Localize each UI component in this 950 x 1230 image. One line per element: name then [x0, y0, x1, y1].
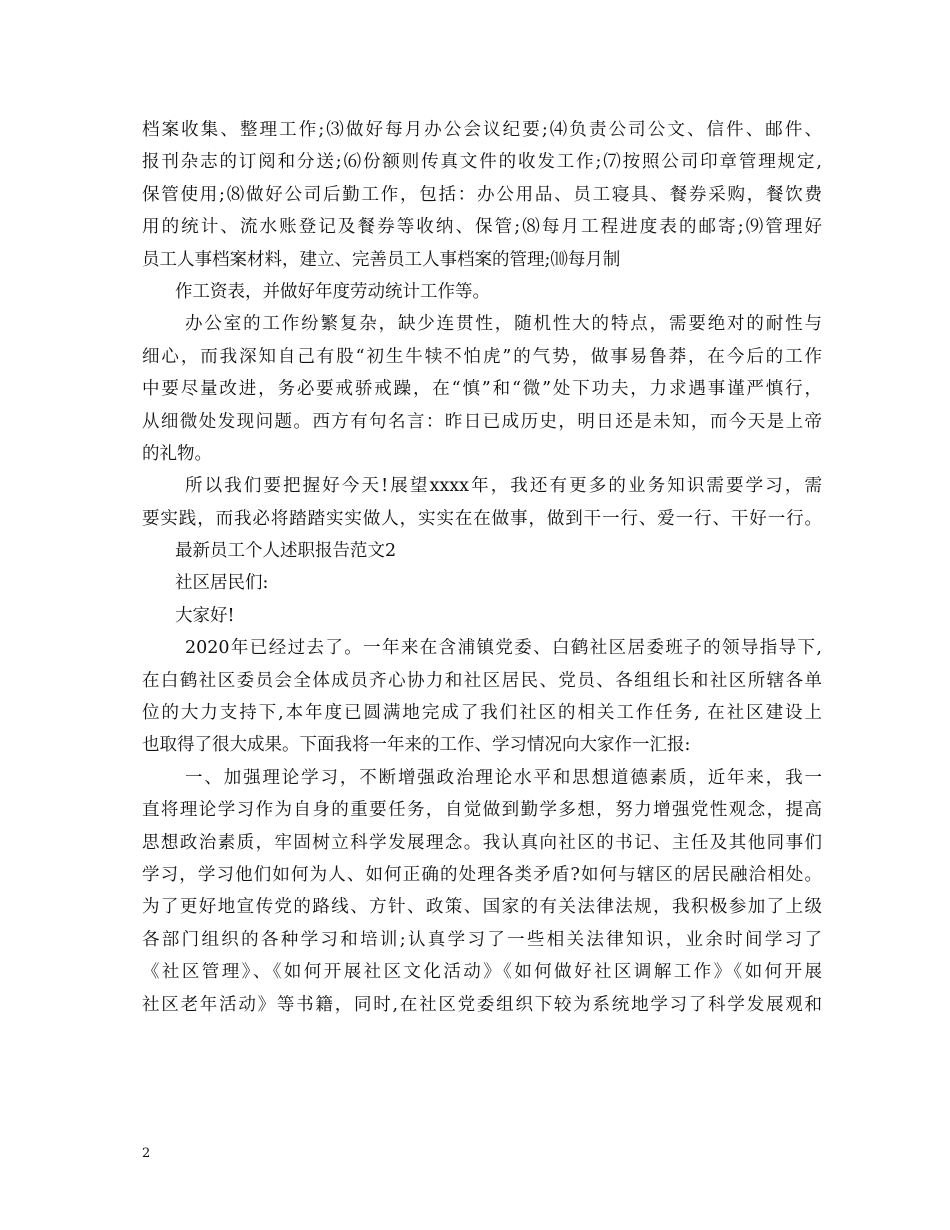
text-line: 档案收集、整理工作;⑶做好每月办公会议纪要;⑷负责公司公文、信件、邮件、 [142, 120, 822, 140]
text-line: 2020年已经过去了。一年来在含浦镇党委、白鹤社区居委班子的领导指导下, [185, 638, 822, 659]
text-line: 大家好! [175, 605, 235, 626]
text-line: 在白鹤社区委员会全体成员齐心协力和社区居民、党员、各组组长和社区所辖各单 [142, 670, 822, 691]
text-line: 社区老年活动》等书籍，同时,在社区党委组织下较为系统地学习了科学发展观和 [142, 994, 822, 1015]
text-line: 也取得了很大成果。下面我将一年来的工作、学习情况向大家作一汇报: [142, 735, 691, 756]
text-line: 细心，而我深知自己有股“初生牛犊不怕虎”的气势，做事易鲁莽，在今后的工作 [142, 346, 822, 367]
text-line: 《社区管理》、《如何开展社区文化活动》《如何做好社区调解工作》《如何开展 [142, 962, 822, 983]
text-line: 所以我们要把握好今天!展望xxxx年，我还有更多的业务知识需要学习，需 [185, 476, 822, 497]
text-line: 学习，学习他们如何为人、如何正确的处理各类矛盾?如何与辖区的居民融洽相处。 [142, 864, 822, 885]
text-line: 位的大力支持下,本年度已圆满地完成了我们社区的相关工作任务, 在社区建设上 [142, 703, 822, 724]
text-line: 直将理论学习作为自身的重要任务，自觉做到勤学多想，努力增强党性观念，提高 [142, 800, 822, 821]
text-line: 一、加强理论学习，不断增强政治理论水平和思想道德素质，近年来，我一 [185, 767, 822, 788]
text-line: 的礼物。 [142, 443, 212, 464]
text-line: 办公室的工作纷繁复杂，缺少连贯性，随机性大的特点，需要绝对的耐性与 [185, 314, 822, 335]
document-body [142, 114, 822, 1021]
text-line: 报刊杂志的订阅和分送;⑹份额则传真文件的收发工作;⑺按照公司印章管理规定, [142, 152, 822, 173]
text-line: 社区居民们: [175, 573, 269, 594]
text-line: 为了更好地宣传党的路线、方针、政策、国家的有关法律法规，我积极参加了上级 [142, 897, 822, 918]
text-line: 保管使用;⑻做好公司后勤工作，包括：办公用品、员工寝具、餐券采购，餐饮费 [142, 184, 822, 205]
text-line: 用的统计、流水账登记及餐券等收纳、保管;⑻每月工程进度表的邮寄;⑼管理好 [142, 217, 822, 238]
text-line: 中要尽量改进，务必要戒骄戒躁，在“慎”和“微”处下功夫，力求遇事谨严慎行， [142, 379, 822, 400]
text-line: 最新员工个人述职报告范文2 [175, 541, 397, 562]
text-line: 思想政治素质，牢固树立科学发展理念。我认真向社区的书记、主任及其他同事们 [142, 832, 822, 853]
text-line: 作工资表，并做好年度劳动统计工作等。 [175, 281, 490, 302]
text-line: 要实践，而我必将踏踏实实做人，实实在在做事，做到干一行、爱一行、干好一行。 [142, 508, 822, 529]
page-number: 2 [142, 1146, 151, 1161]
text-line: 各部门组织的各种学习和培训;认真学习了一些相关法律知识，业余时间学习了 [142, 929, 822, 950]
text-line: 员工人事档案材料，建立、完善员工人事档案的管理;⑽每月制 [142, 249, 621, 270]
text-line: 从细微处发现问题。西方有句名言：昨日已成历史，明日还是未知，而今天是上帝 [142, 411, 822, 432]
